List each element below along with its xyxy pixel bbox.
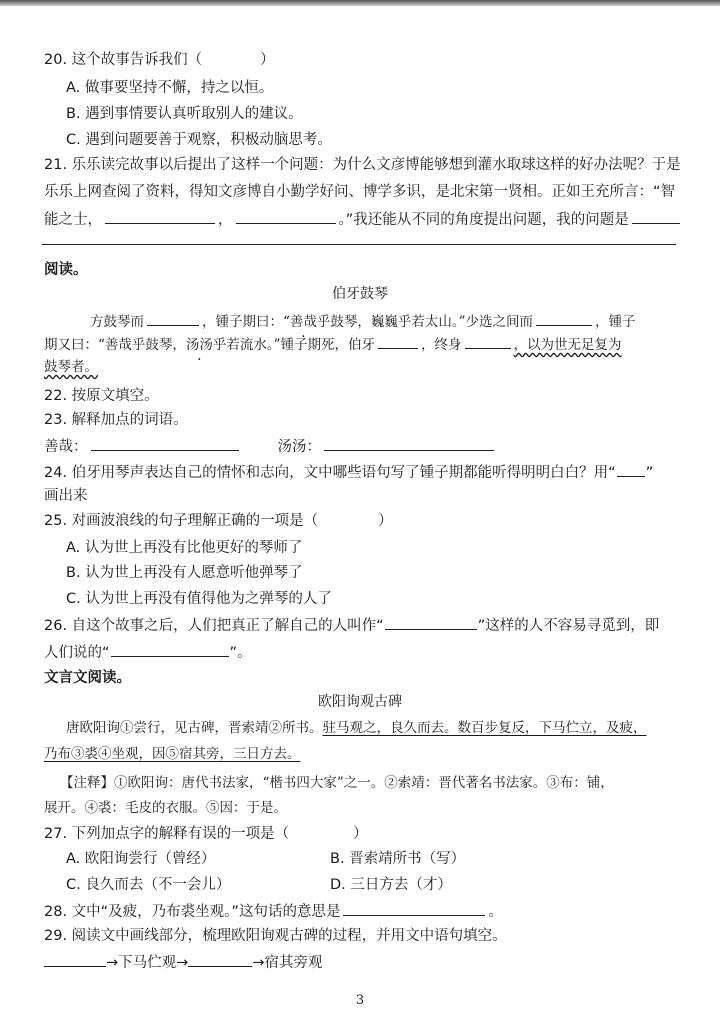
q27-option-d: D. 三日方去（才） [330,877,452,893]
q29-flow: →下马伫观→ →宿其旁观 [44,952,322,973]
passage2-note-line1: 【注释】①欧阳询：唐代书法家，“楷书四大家”之一。②索靖：晋代著名书法家。③布：铺， [60,775,614,791]
passage1-line1: 方鼓琴而 ，锺子期曰：“善哉乎鼓琴，巍巍乎若太山。”少选之间而 ，锺子 [90,311,636,332]
q24-line1: 24. 伯牙用琴声表达自己的情怀和志向，文中哪些语句写了锺子期都能听得明明白白？用“ ” [44,462,653,483]
q29-blank-1[interactable] [44,952,106,967]
passage2-note-line2: 展开。④裘：毛皮的衣服。⑤因：于是。 [44,800,287,816]
q23-blank-1[interactable] [91,436,239,451]
passage2-line2: 乃布③裘④坐观，因⑤宿其旁，三日方去。 [44,746,301,762]
q20-option-a: A. 做事要坚持不懈，持之以恒。 [66,80,274,96]
q26-blank-2[interactable] [111,642,229,657]
q21-blank-2[interactable] [236,209,336,224]
q21-line3: 能之士， ， 。”我还能从不同的角度提出问题，我的问题是 [44,209,683,230]
q28-line: 28. 文中“及疲，乃布裘坐观。”这句话的意思是 。 [44,901,503,922]
q22-stem: 22. 按原文填空。 [44,388,159,404]
scan-edge-shadow [0,0,720,6]
passage1-blank-1[interactable] [147,311,199,326]
passage1-blank-3[interactable] [378,334,418,349]
q27-option-b: B. 晋索靖所书（写） [330,851,466,867]
q27-option-a: A. 欧阳询尝行（曾经） [66,851,216,867]
q27-option-c: C. 良久而去（不一会儿） [66,877,231,893]
q25-option-b: B. 认为世上再没有人愿意听他弹琴了 [66,565,303,581]
q24-line2: 画出来 [44,488,88,504]
passage1-blank-4[interactable] [465,334,511,349]
q23-answers: 善哉： 汤汤： [44,436,497,457]
q20-option-c: C. 遇到问题要善于观察，积极动脑思考。 [66,132,332,148]
section2-heading: 文言文阅读。 [44,670,131,686]
section1-title: 伯牙鼓琴 [332,286,388,302]
q20-option-b: B. 遇到事情要认真听取别人的建议。 [66,106,303,122]
q27-stem: 27. 下列加点字的解释有误的一项是（ ） [44,826,368,842]
section1-heading: 阅读。 [44,262,88,278]
passage1-line2: 期又曰：“善哉乎鼓琴，汤汤乎若流水。”锺子期死，伯牙 ，终身 ，以为世无足复为 [44,334,622,355]
passage1-line3: 鼓琴者。 [44,359,98,375]
section2-title: 欧阳询观古碑 [318,694,402,710]
page-number: 3 [355,993,365,1008]
q29-stem: 29. 阅读文中画线部分，梳理欧阳询观古碑的过程，并用文中语句填空。 [44,928,507,944]
passage2-line1: 唐欧阳询①尝行，见古碑，晋索靖②所书。驻马观之，良久而去。数百步复反，下马伫立，及疲， [66,720,647,736]
q23-blank-2[interactable] [324,436,494,451]
q21-blank-3[interactable] [632,209,680,224]
q29-blank-2[interactable] [188,952,252,967]
q21-line1: 21. 乐乐读完故事以后提出了这样一个问题：为什么文彦博能够想到灌水取球这样的好办法呢？于是 [44,157,681,173]
q21-line2: 乐乐上网查阅了资料，得知文彦博自小勤学好问、博学多识，是北宋第一贤相。正如王充所言：“智 [44,184,676,200]
q25-option-a: A. 认为世上再没有比他更好的琴师了 [66,540,303,556]
passage1-blank-2[interactable] [536,311,592,326]
q25-stem: 25. 对画波浪线的句子理解正确的一项是（ ） [44,513,393,529]
q26-line2: 人们说的“ ”。 [44,642,252,663]
q26-blank-1[interactable] [385,615,477,630]
q28-blank[interactable] [343,901,485,916]
q23-stem: 23. 解释加点的词语。 [44,412,188,428]
q26-line1: 26. 自这个故事之后，人们把真正了解自己的人叫作“ ”这样的人不容易寻觅到，即 [44,615,659,636]
q21-blank-1[interactable] [105,209,215,224]
q21-answer-line[interactable] [42,244,676,245]
q20-stem: 20. 这个故事告诉我们（ ） [44,52,275,68]
q25-option-c: C. 认为世上再没有值得他为之弹琴的人了 [66,591,332,607]
q24-underline-sample [617,462,645,477]
